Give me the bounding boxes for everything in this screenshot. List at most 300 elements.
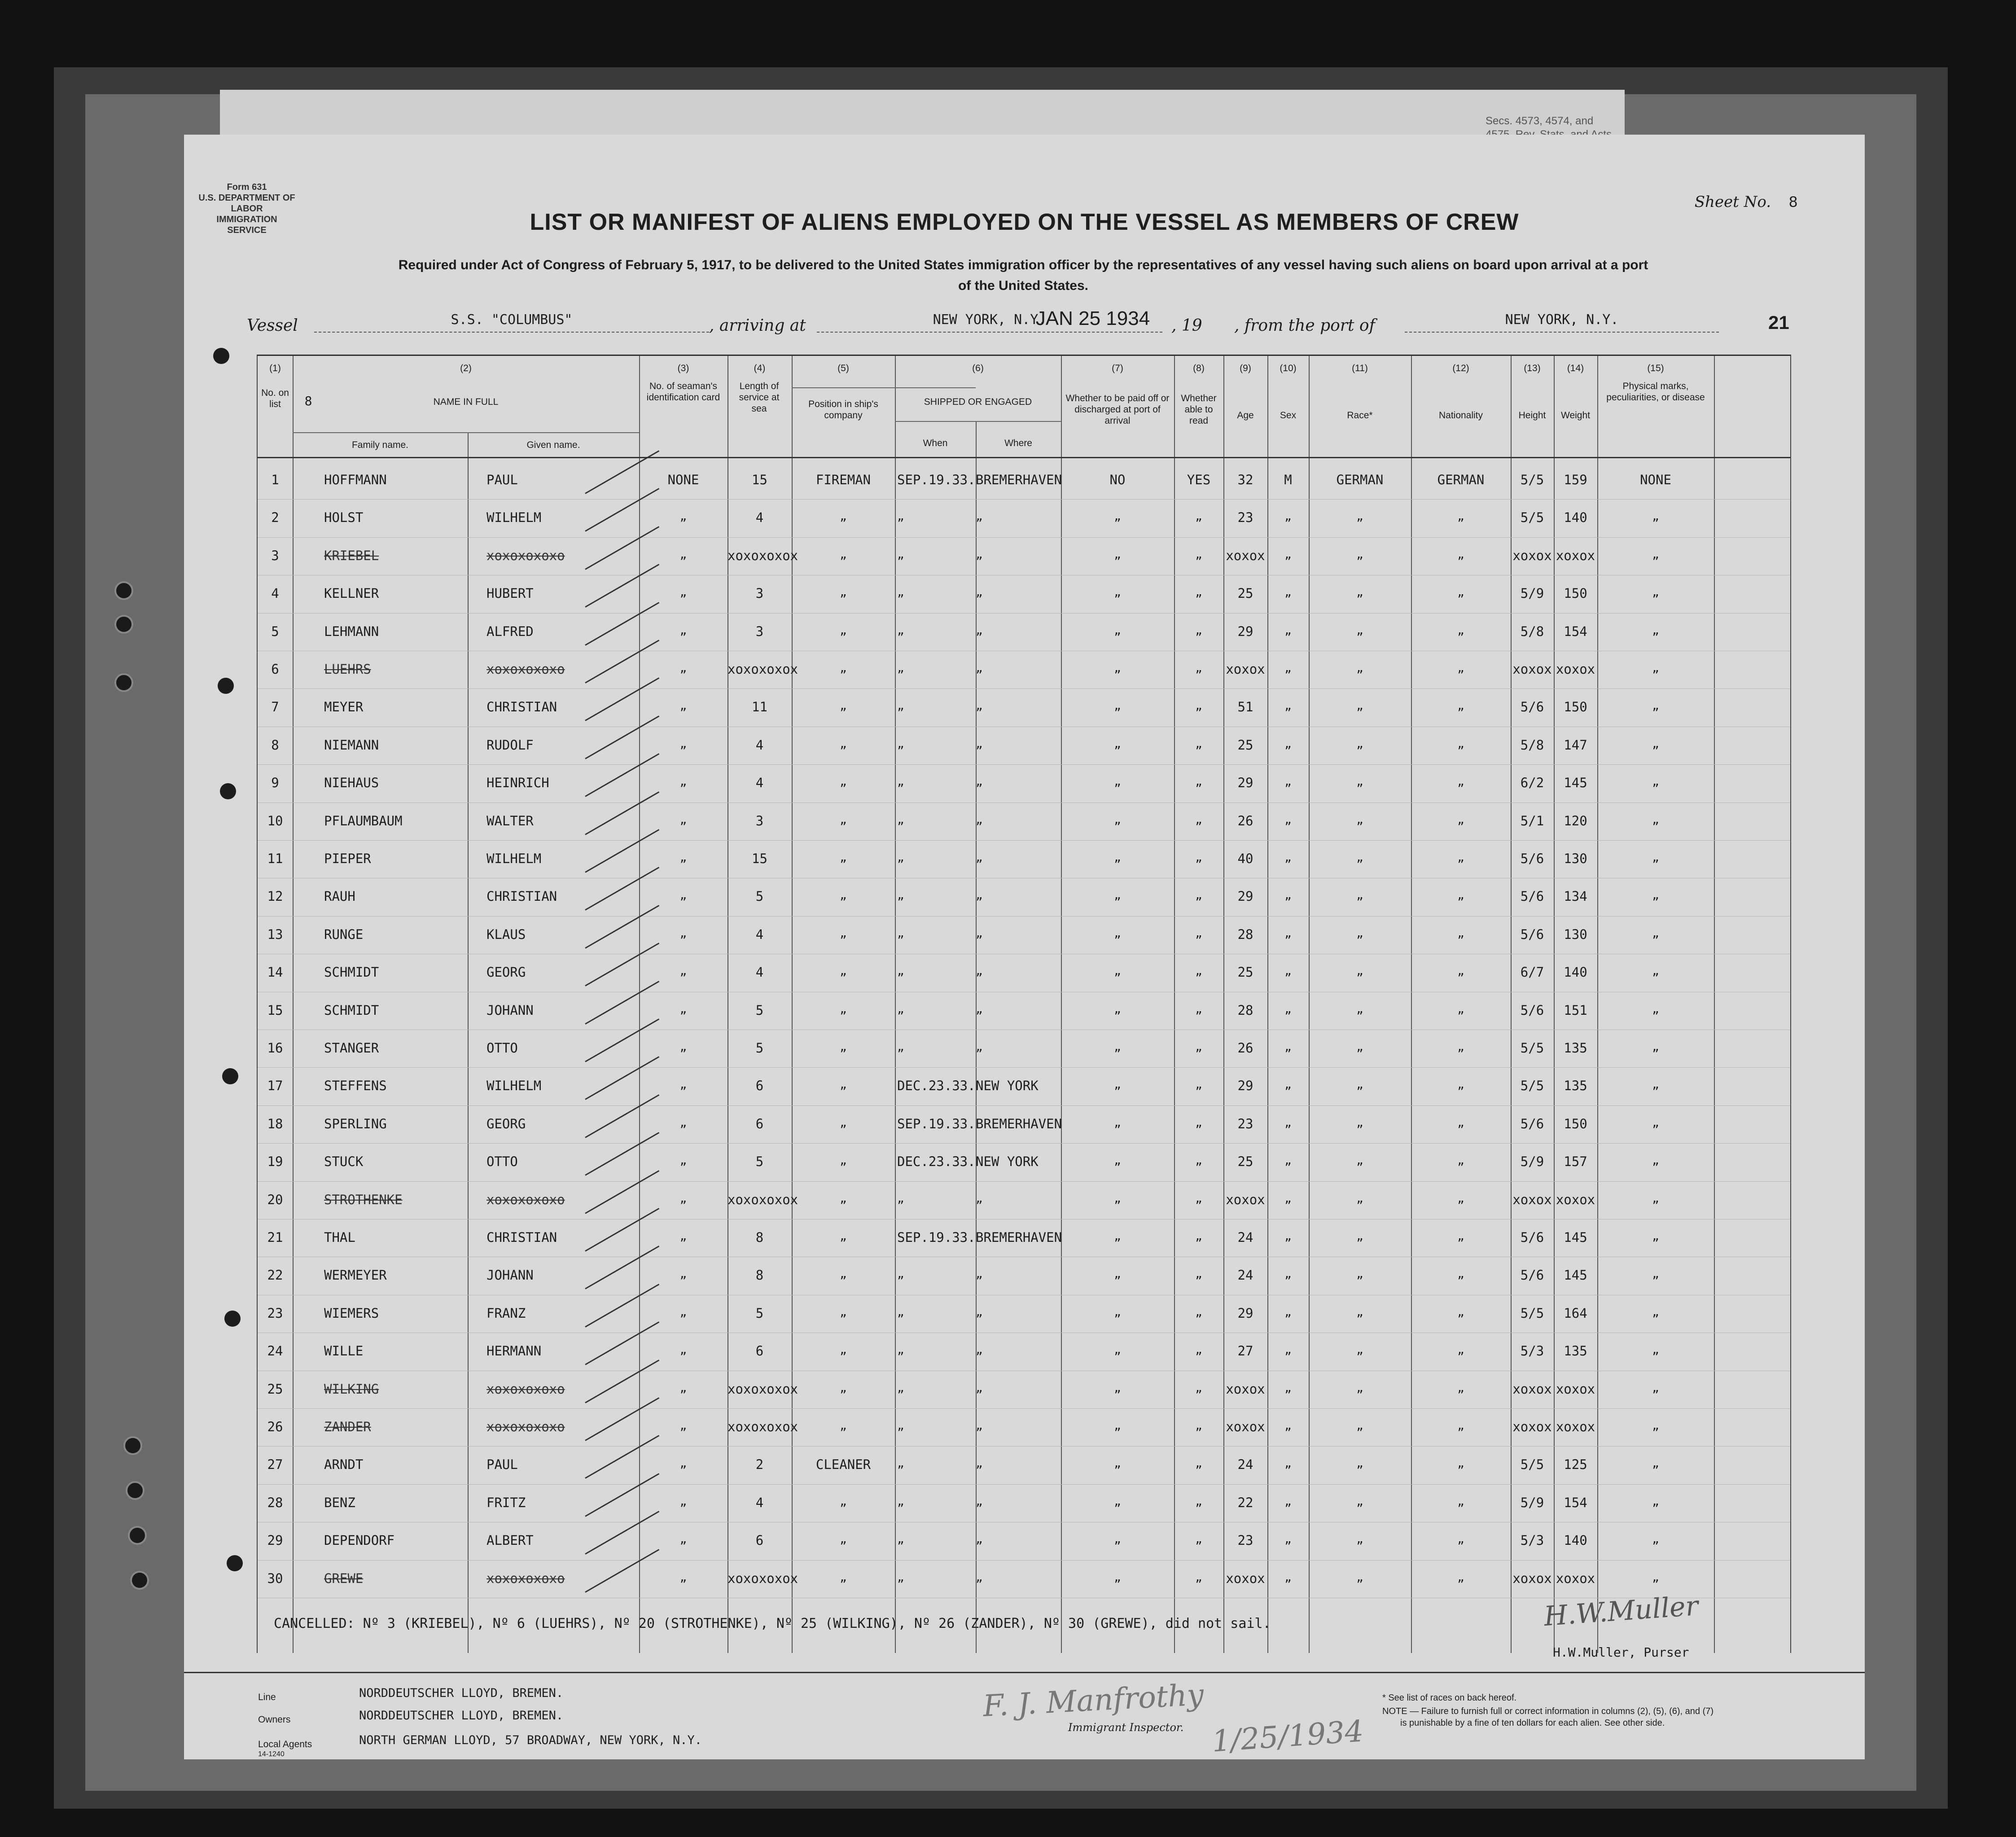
cell-given-name: WALTER: [486, 813, 534, 829]
col-3-number: (3): [677, 363, 689, 373]
cell-weight: 130: [1564, 926, 1587, 942]
cell-able-to-read: „: [1195, 1267, 1202, 1281]
cell-sex: „: [1284, 813, 1292, 827]
cell-sex: „: [1284, 548, 1292, 561]
binder-hole: [130, 1571, 149, 1590]
sheet-number-value: 8: [1789, 193, 1797, 210]
cell-sex: „: [1284, 1343, 1292, 1357]
owners-label: Owners: [258, 1714, 291, 1725]
cell-height: 5/6: [1520, 1002, 1544, 1018]
cell-shipped-where: „: [976, 1002, 983, 1016]
cell-service-length: xoxoxoxox: [728, 1570, 798, 1586]
cell-height: 5/5: [1520, 472, 1544, 487]
cell-paid-off: „: [1114, 889, 1121, 903]
cell-shipped-when: „: [897, 1533, 904, 1547]
table-row: [258, 802, 1790, 841]
cell-sex: „: [1284, 1040, 1292, 1054]
cell-weight: 140: [1564, 965, 1587, 980]
punch-hole: [218, 678, 234, 694]
table-row: [258, 916, 1790, 954]
cell-shipped-when: „: [897, 889, 904, 903]
table-row: [258, 613, 1790, 651]
cell-race: „: [1356, 775, 1363, 789]
cell-physical-marks: „: [1652, 1192, 1659, 1206]
cell-race: „: [1356, 1343, 1363, 1357]
line-value: NORDDEUTSCHER LLOYD, BREMEN.: [359, 1686, 564, 1700]
cell-position: „: [840, 1040, 847, 1054]
cell-able-to-read: „: [1195, 1419, 1202, 1433]
cell-service-length: 11: [752, 699, 767, 715]
cell-nationality: „: [1457, 1419, 1464, 1433]
cell-position: „: [840, 1267, 847, 1281]
cell-given-name: OTTO: [486, 1040, 518, 1056]
cell-sex: „: [1284, 1267, 1292, 1281]
cell-row-number: 15: [267, 1002, 283, 1018]
col-12-number: (12): [1452, 363, 1469, 373]
cell-weight: xoxox: [1556, 1570, 1595, 1586]
cell-row-number: 18: [267, 1116, 283, 1131]
cell-sex: „: [1284, 1078, 1292, 1092]
cell-physical-marks: „: [1652, 1230, 1659, 1243]
cell-service-length: 5: [755, 1002, 764, 1018]
table-row: [258, 992, 1790, 1030]
races-note: * See list of races on back hereof.: [1382, 1693, 1517, 1703]
col-13-number: (13): [1524, 363, 1541, 373]
table-row: [258, 1030, 1790, 1068]
cell-id-card: „: [679, 851, 687, 864]
cell-given-name: xoxoxoxoxo: [486, 548, 565, 563]
cell-shipped-when: „: [897, 1570, 904, 1584]
agents-value: NORTH GERMAN LLOYD, 57 BROADWAY, NEW YORK, N.Y.: [359, 1733, 702, 1747]
cell-physical-marks: „: [1652, 1419, 1659, 1433]
sheet-number-label: Sheet No.: [1694, 193, 1771, 211]
cell-service-length: 4: [755, 965, 764, 980]
cell-shipped-where: BREMERHAVEN: [976, 1116, 1062, 1131]
col-4-header: Length of service at sea: [739, 381, 780, 414]
cell-given-name: PAUL: [486, 1457, 518, 1473]
cell-paid-off: „: [1114, 699, 1121, 713]
cell-physical-marks: „: [1652, 775, 1659, 789]
cell-height: xoxox: [1512, 548, 1552, 563]
cell-physical-marks: „: [1652, 889, 1659, 903]
cell-row-number: 6: [271, 662, 279, 677]
cell-shipped-where: BREMERHAVEN: [976, 1230, 1062, 1245]
cell-height: 5/5: [1520, 1457, 1544, 1473]
cell-height: 5/9: [1520, 1495, 1544, 1510]
cell-height: 5/3: [1520, 1343, 1544, 1359]
cell-position: „: [840, 926, 847, 940]
cell-sex: „: [1284, 1533, 1292, 1547]
cell-family-name: WILKING: [324, 1381, 379, 1397]
cell-shipped-when: SEP.19.33.: [897, 472, 976, 487]
cell-service-length: 4: [755, 926, 764, 942]
cell-id-card: „: [679, 662, 687, 675]
cell-family-name: RAUH: [324, 889, 355, 904]
table-row: [258, 1143, 1790, 1181]
cell-id-card: „: [679, 1002, 687, 1016]
cell-nationality: „: [1457, 926, 1464, 940]
cell-given-name: GEORG: [486, 1116, 526, 1131]
cell-paid-off: „: [1114, 1230, 1121, 1243]
cell-physical-marks: „: [1652, 1078, 1659, 1092]
cell-shipped-where: „: [976, 813, 983, 827]
cell-position: CLEANER: [815, 1457, 871, 1473]
cell-row-number: 5: [271, 623, 279, 639]
cell-able-to-read: „: [1195, 1343, 1202, 1357]
cell-race: „: [1356, 1570, 1363, 1584]
cell-shipped-where: „: [976, 1305, 983, 1319]
cell-nationality: „: [1457, 813, 1464, 827]
cell-position: „: [840, 1305, 847, 1319]
cell-race: „: [1356, 1040, 1363, 1054]
cell-able-to-read: „: [1195, 1533, 1202, 1547]
cell-height: 5/6: [1520, 1116, 1544, 1131]
cell-height: 6/2: [1520, 775, 1544, 791]
cell-position: „: [840, 623, 847, 637]
cell-shipped-when: „: [897, 1192, 904, 1206]
cell-position: „: [840, 965, 847, 978]
cell-sex: „: [1284, 699, 1292, 713]
cell-height: 5/3: [1520, 1533, 1544, 1548]
cell-service-length: 15: [752, 472, 767, 487]
cell-nationality: „: [1457, 1381, 1464, 1395]
col-2-header: NAME IN FULL: [433, 397, 499, 407]
cell-id-card: „: [679, 1078, 687, 1092]
col-10-number: (10): [1280, 363, 1297, 373]
cell-height: 5/8: [1520, 623, 1544, 639]
col-5-number: (5): [837, 363, 849, 373]
cell-shipped-where: „: [976, 1040, 983, 1054]
cell-race: „: [1356, 662, 1363, 675]
cell-position: „: [840, 586, 847, 600]
cell-nationality: „: [1457, 1495, 1464, 1508]
table-row: [258, 878, 1790, 916]
cell-race: „: [1356, 1116, 1363, 1130]
cell-height: xoxox: [1512, 1192, 1552, 1207]
cell-shipped-when: „: [897, 1419, 904, 1433]
table-row: [258, 651, 1790, 689]
owners-value: NORDDEUTSCHER LLOYD, BREMEN.: [359, 1709, 564, 1723]
table-row: [258, 1219, 1790, 1257]
cell-shipped-when: „: [897, 1343, 904, 1357]
cell-id-card: „: [679, 1192, 687, 1206]
cell-shipped-where: „: [976, 1192, 983, 1206]
cell-weight: 150: [1564, 586, 1587, 601]
cell-shipped-where: BREMERHAVEN: [976, 472, 1062, 487]
cell-able-to-read: „: [1195, 1305, 1202, 1319]
cell-service-length: 5: [755, 1040, 764, 1056]
cell-nationality: „: [1457, 1267, 1464, 1281]
cell-sex: „: [1284, 851, 1292, 864]
cell-physical-marks: „: [1652, 699, 1659, 713]
cell-height: 5/9: [1520, 1154, 1544, 1170]
cell-row-number: 14: [267, 965, 283, 980]
cell-position: „: [840, 510, 847, 524]
cell-service-length: 15: [752, 851, 767, 866]
cell-sex: „: [1284, 1230, 1292, 1243]
cell-age: xoxox: [1226, 662, 1265, 677]
cell-nationality: „: [1457, 889, 1464, 903]
cell-physical-marks: „: [1652, 662, 1659, 675]
cell-weight: 135: [1564, 1078, 1587, 1094]
cell-able-to-read: „: [1195, 1457, 1202, 1471]
cell-position: FIREMAN: [815, 472, 871, 487]
table-row: [258, 954, 1790, 992]
cell-age: 26: [1237, 813, 1253, 829]
cell-family-name: PIEPER: [324, 851, 371, 866]
cell-age: 29: [1237, 623, 1253, 639]
cell-given-name: JOHANN: [486, 1002, 534, 1018]
cell-family-name: PFLAUMBAUM: [324, 813, 403, 829]
cell-given-name: JOHANN: [486, 1267, 534, 1283]
cell-race: „: [1356, 737, 1363, 751]
cell-physical-marks: „: [1652, 586, 1659, 600]
cell-service-length: xoxoxoxox: [728, 1192, 798, 1207]
col-10-header: Sex: [1280, 410, 1297, 421]
binder-hole: [114, 581, 133, 600]
cell-sex: „: [1284, 737, 1292, 751]
header-rule: [293, 432, 639, 433]
cell-given-name: xoxoxoxoxo: [486, 1381, 565, 1397]
cell-age: 26: [1237, 1040, 1253, 1056]
cell-sex: „: [1284, 662, 1292, 675]
punch-hole: [220, 783, 236, 799]
cell-height: 5/6: [1520, 926, 1544, 942]
cancelled-note: CANCELLED: Nº 3 (KRIEBEL), Nº 6 (LUEHRS), Nº 20 (STROTHENKE), Nº 25 (WILKING), Nº 26 (ZANDER), Nº 30 (GREWE), did not sail.: [274, 1616, 1271, 1631]
cell-height: 5/6: [1520, 889, 1544, 904]
cell-able-to-read: „: [1195, 1381, 1202, 1395]
cell-age: 24: [1237, 1457, 1253, 1473]
cell-family-name: NIEMANN: [324, 737, 379, 753]
purser-signature: H.W.Muller: [1543, 1590, 1700, 1632]
cell-nationality: „: [1457, 1343, 1464, 1357]
cell-given-name: PAUL: [486, 472, 518, 487]
cell-physical-marks: „: [1652, 1154, 1659, 1168]
cell-physical-marks: „: [1652, 965, 1659, 978]
cell-race: „: [1356, 1533, 1363, 1547]
cell-sex: „: [1284, 623, 1292, 637]
cell-paid-off: „: [1114, 586, 1121, 600]
page-title: LIST OR MANIFEST OF ALIENS EMPLOYED ON THE VESSEL AS MEMBERS OF CREW: [530, 209, 1519, 235]
cell-nationality: „: [1457, 1040, 1464, 1054]
footer-rule: [184, 1672, 1865, 1673]
cell-shipped-where: NEW YORK: [976, 1154, 1039, 1170]
cell-id-card: „: [679, 813, 687, 827]
cell-service-length: 6: [755, 1533, 764, 1548]
cell-family-name: LUEHRS: [324, 662, 371, 677]
cell-race: „: [1356, 1078, 1363, 1092]
cell-row-number: 19: [267, 1154, 283, 1170]
cell-physical-marks: „: [1652, 1533, 1659, 1547]
cell-position: „: [840, 1230, 847, 1243]
cell-given-name: FRITZ: [486, 1495, 526, 1510]
col-7-header: Whether to be paid off or discharged at port of arrival: [1065, 393, 1170, 426]
table-row: [258, 764, 1790, 802]
cell-sex: „: [1284, 510, 1292, 524]
vessel-name: S.S. "COLUMBUS": [314, 312, 709, 333]
table-row: [258, 461, 1790, 500]
cell-given-name: HEINRICH: [486, 775, 549, 791]
cell-shipped-when: „: [897, 586, 904, 600]
cell-shipped-where: „: [976, 1457, 983, 1471]
cell-position: „: [840, 1495, 847, 1508]
cell-id-card: „: [679, 737, 687, 751]
table-row: [258, 1257, 1790, 1295]
cell-paid-off: „: [1114, 775, 1121, 789]
cell-paid-off: „: [1114, 1192, 1121, 1206]
cell-paid-off: „: [1114, 662, 1121, 675]
cell-family-name: WERMEYER: [324, 1267, 387, 1283]
cell-paid-off: „: [1114, 1305, 1121, 1319]
cell-age: xoxox: [1226, 1570, 1265, 1586]
form-code: 14-1240: [258, 1750, 285, 1758]
cell-service-length: xoxoxoxox: [728, 548, 798, 563]
cell-able-to-read: „: [1195, 1078, 1202, 1092]
cell-nationality: GERMAN: [1437, 472, 1485, 487]
cell-id-card: NONE: [667, 472, 699, 487]
cell-race: „: [1356, 1381, 1363, 1395]
cell-family-name: KRIEBEL: [324, 548, 379, 563]
cell-height: 5/6: [1520, 1230, 1544, 1245]
cell-id-card: „: [679, 1457, 687, 1471]
cell-given-name: HERMANN: [486, 1343, 542, 1359]
cell-service-length: xoxoxoxox: [728, 1419, 798, 1434]
cell-family-name: DEPENDORF: [324, 1533, 395, 1548]
cell-height: 5/6: [1520, 851, 1544, 866]
cell-service-length: 8: [755, 1267, 764, 1283]
vessel-label: Vessel: [247, 316, 298, 335]
cell-family-name: MEYER: [324, 699, 364, 715]
cell-shipped-where: „: [976, 926, 983, 940]
cell-given-name: WILHELM: [486, 1078, 542, 1094]
arriving-port: NEW YORK, N.Y.: [817, 312, 1162, 333]
cell-id-card: „: [679, 775, 687, 789]
cell-shipped-where: „: [976, 1570, 983, 1584]
cell-age: 29: [1237, 1305, 1253, 1321]
cell-race: „: [1356, 926, 1363, 940]
cell-row-number: 27: [267, 1457, 283, 1473]
cell-nationality: „: [1457, 1230, 1464, 1243]
cell-position: „: [840, 737, 847, 751]
cell-weight: 130: [1564, 851, 1587, 866]
cell-family-name: BENZ: [324, 1495, 355, 1510]
cell-service-length: 4: [755, 775, 764, 791]
cell-weight: 145: [1564, 775, 1587, 791]
cell-paid-off: „: [1114, 1040, 1121, 1054]
cell-race: „: [1356, 1267, 1363, 1281]
cell-family-name: SCHMIDT: [324, 965, 379, 980]
cell-height: xoxox: [1512, 1570, 1552, 1586]
penalty-note: NOTE — Failure to furnish full or correct information in columns (2), (5), (6), and (7): [1382, 1706, 1714, 1716]
cell-nationality: „: [1457, 1533, 1464, 1547]
cell-paid-off: „: [1114, 1533, 1121, 1547]
cell-given-name: RUDOLF: [486, 737, 534, 753]
col-6-number: (6): [972, 363, 984, 373]
cell-able-to-read: „: [1195, 510, 1202, 524]
cell-physical-marks: „: [1652, 1267, 1659, 1281]
cell-position: „: [840, 1570, 847, 1584]
cell-given-name: xoxoxoxoxo: [486, 1570, 565, 1586]
cell-weight: 145: [1564, 1230, 1587, 1245]
cell-service-length: 5: [755, 889, 764, 904]
cell-shipped-where: „: [976, 1267, 983, 1281]
cell-row-number: 23: [267, 1305, 283, 1321]
cell-able-to-read: „: [1195, 1230, 1202, 1243]
cell-race: „: [1356, 699, 1363, 713]
cell-given-name: GEORG: [486, 965, 526, 980]
col-4-number: (4): [754, 363, 766, 373]
cell-id-card: „: [679, 1343, 687, 1357]
header-bottom-rule: [258, 457, 1790, 458]
cell-id-card: „: [679, 1381, 687, 1395]
table-row: [258, 1181, 1790, 1219]
cell-nationality: „: [1457, 1570, 1464, 1584]
cell-service-length: 4: [755, 737, 764, 753]
cell-row-number: 22: [267, 1267, 283, 1283]
cell-nationality: „: [1457, 623, 1464, 637]
purser-name: H.W.Muller, Purser: [1553, 1645, 1689, 1660]
cell-family-name: STANGER: [324, 1040, 379, 1056]
cell-family-name: SCHMIDT: [324, 1002, 379, 1018]
col-6-where-header: Where: [1004, 438, 1032, 448]
table-row: [258, 575, 1790, 613]
page-subtitle: Required under Act of Congress of February 5, 1917, to be delivered to the United States immigration officer by the representatives of any vessel having such aliens on board upon arrival at a port of the United States.: [398, 258, 1648, 293]
cell-nationality: „: [1457, 699, 1464, 713]
arrival-date-stamp: JAN 25 1934: [1035, 307, 1150, 329]
cell-position: „: [840, 1002, 847, 1016]
cell-shipped-when: SEP.19.33.: [897, 1116, 976, 1131]
cell-able-to-read: „: [1195, 737, 1202, 751]
cell-able-to-read: „: [1195, 1154, 1202, 1168]
cell-sex: „: [1284, 889, 1292, 903]
cell-given-name: CHRISTIAN: [486, 889, 557, 904]
binder-hole: [114, 615, 133, 634]
cell-paid-off: „: [1114, 623, 1121, 637]
cell-able-to-read: „: [1195, 926, 1202, 940]
cell-row-number: 1: [271, 472, 279, 487]
cell-weight: 154: [1564, 1495, 1587, 1510]
cell-family-name: SPERLING: [324, 1116, 387, 1131]
col-2-mark: 8: [304, 394, 312, 408]
cell-weight: 151: [1564, 1002, 1587, 1018]
cell-weight: 150: [1564, 699, 1587, 715]
cell-able-to-read: „: [1195, 1116, 1202, 1130]
table-row: [258, 1295, 1790, 1333]
cell-given-name: WILHELM: [486, 510, 542, 526]
cell-race: „: [1356, 1154, 1363, 1168]
cell-id-card: „: [679, 699, 687, 713]
year-label: , 19: [1171, 316, 1202, 335]
cell-race: „: [1356, 889, 1363, 903]
inspector-signature: F. J. Manfrothy: [982, 1677, 1205, 1723]
cell-able-to-read: „: [1195, 1495, 1202, 1508]
col-1-number: (1): [269, 363, 281, 373]
table-row: [258, 1105, 1790, 1144]
cell-age: 29: [1237, 1078, 1253, 1094]
cell-physical-marks: „: [1652, 1002, 1659, 1016]
vessel-line: [184, 307, 1865, 339]
cell-shipped-where: „: [976, 889, 983, 903]
cell-nationality: „: [1457, 1116, 1464, 1130]
handwritten-date: 1/25/1934: [1210, 1714, 1365, 1759]
cell-paid-off: „: [1114, 1457, 1121, 1471]
cell-able-to-read: „: [1195, 1570, 1202, 1584]
cell-position: „: [840, 775, 847, 789]
cell-given-name: HUBERT: [486, 586, 534, 601]
cell-nationality: „: [1457, 510, 1464, 524]
cell-paid-off: „: [1114, 1381, 1121, 1395]
cell-race: „: [1356, 1419, 1363, 1433]
